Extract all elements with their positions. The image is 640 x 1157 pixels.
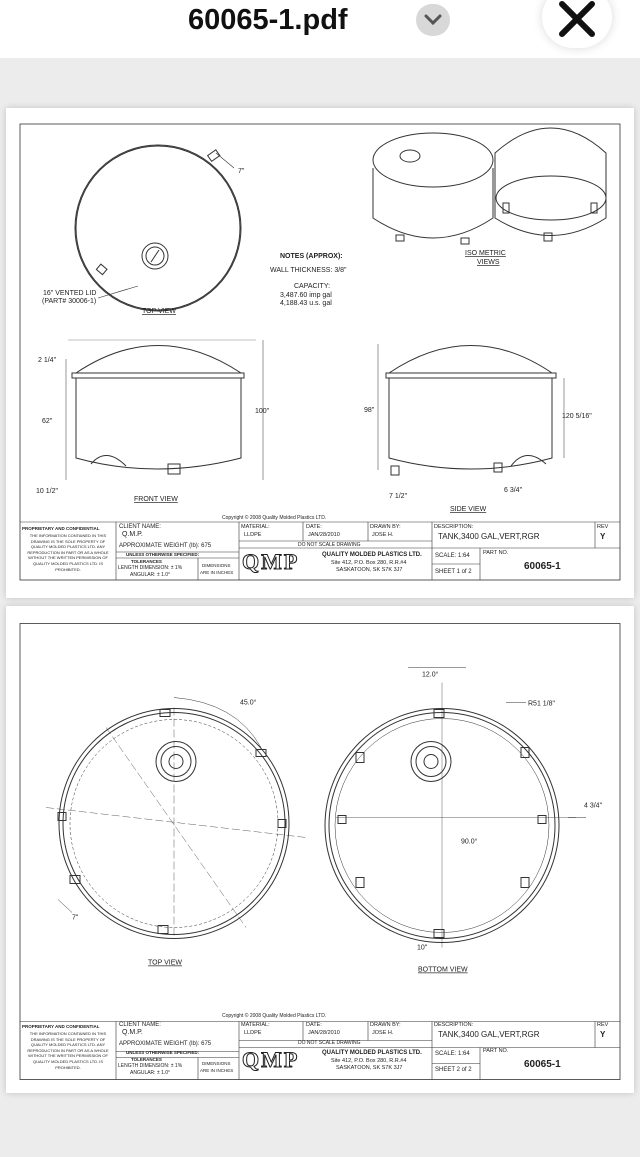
dim-100: 100" <box>255 408 270 415</box>
qmp-logo-2: QMP <box>242 1047 300 1072</box>
rev-value-2: Y <box>600 1030 606 1039</box>
sheet-total-2: 2 <box>468 1067 472 1073</box>
proprietary-title-2: PROPRIETARY AND CONFIDENTIAL <box>22 1024 100 1029</box>
part-number: 60065-1 <box>524 561 561 572</box>
pdf-page-1[interactable] <box>6 108 634 598</box>
scale-value-2: SCALE: 1:64 <box>435 1051 470 1057</box>
dim-4-3-4: 4 3/4" <box>584 802 603 810</box>
front-view-drawing <box>66 340 263 480</box>
dim-7-1-2: 7 1/2" <box>389 493 408 500</box>
sheet-of-word-2: of <box>461 1067 467 1073</box>
dim-45: 45.0° <box>240 699 257 707</box>
do-not-scale-2: DO NOT SCALE DRAWING <box>298 1040 361 1046</box>
company-address-1: Site 412, P.O. Box 280, R.R.#4 <box>331 560 407 566</box>
lid-label: 16" VENTED LID <box>43 290 97 297</box>
sheet-info-2 <box>435 1067 472 1073</box>
dim-7-sheet2: 7" <box>72 914 79 922</box>
description-label-2: DESCRIPTION: <box>434 1022 474 1028</box>
qmp-logo: QMP <box>242 549 300 574</box>
top-view-label: TOP VIEW <box>142 308 176 315</box>
approx-weight-2: APPROXIMATE WEIGHT (lb): 675 <box>119 1041 212 1047</box>
copyright-2: Copyright © 2008 Quality Molded Plastics LTD. <box>222 1013 327 1019</box>
document-title: 60065-1.pdf <box>188 4 348 36</box>
dim-12: 12.0° <box>422 671 439 679</box>
dim-10-1-2: 10 1/2" <box>36 488 58 495</box>
dimensions-label-2: DIMENSIONS <box>202 1061 231 1066</box>
close-icon <box>542 0 612 48</box>
sheet-word-2: SHEET <box>435 1067 455 1073</box>
lid-part-label: (PART# 30006-1) <box>42 298 97 305</box>
pdf-page-2[interactable] <box>6 606 634 1093</box>
rev-value: Y <box>600 532 606 541</box>
client-name-2: Q.M.P. <box>122 1029 143 1036</box>
date-value-2: JAN/28/2010 <box>308 1030 340 1036</box>
close-button[interactable] <box>542 0 612 48</box>
company-address-2-2: SASKATOON, SK S7K 3J7 <box>336 1065 403 1071</box>
material-label-2: MATERIAL: <box>241 1022 270 1028</box>
part-label-2: PART NO. <box>483 1048 509 1054</box>
company-name: QUALITY MOLDED PLASTICS LTD. <box>322 552 422 558</box>
material-label: MATERIAL: <box>241 524 270 530</box>
rev-label: REV <box>597 524 609 530</box>
angular-tolerance-2: ANGULAR: ± 1.0° <box>130 1070 171 1076</box>
client-label: CLIENT NAME: <box>119 524 161 530</box>
copyright: Copyright © 2008 Quality Molded Plastics LTD. <box>222 515 327 521</box>
date-label: DATE: <box>306 524 322 530</box>
top-view-label-2: TOP VIEW <box>148 959 182 967</box>
approx-weight: APPROXIMATE WEIGHT (lb): 675 <box>119 543 212 549</box>
front-view-label: FRONT VIEW <box>134 496 178 503</box>
bottom-view-drawing <box>325 668 586 948</box>
dim-2-1-4: 2 1/4" <box>38 357 57 364</box>
client-name: Q.M.P. <box>122 531 143 538</box>
sheet-number: 1 <box>456 569 460 575</box>
part-label: PART NO. <box>483 550 509 556</box>
sheet-of-word: of <box>461 569 467 575</box>
side-view-label: SIDE VIEW <box>450 506 487 513</box>
date-label-2: DATE: <box>306 1022 322 1028</box>
dim-98: 98" <box>364 407 375 414</box>
description-value: TANK,3400 GAL,VERT,RGR <box>438 532 540 541</box>
top-view-2-drawing <box>46 698 306 939</box>
unless-specified-2: UNLESS OTHERWISE SPECIFIED: <box>126 1050 200 1055</box>
tolerances-2: TOLERANCES <box>131 1057 162 1062</box>
iso-label-2: VIEWS <box>477 259 500 266</box>
drawn-label: DRAWN BY: <box>370 524 401 530</box>
material-value-2: LLDPE <box>244 1030 262 1036</box>
notes-capacity-us: 4,188.43 u.s. gal <box>280 300 332 307</box>
scale-value: SCALE: 1:64 <box>435 553 470 559</box>
notes-capacity-label: CAPACITY: <box>294 283 331 290</box>
dim-90: 90.0° <box>461 838 478 846</box>
isometric-drawing <box>373 128 606 244</box>
sheet-word: SHEET <box>435 569 455 575</box>
part-number-2: 60065-1 <box>524 1059 561 1070</box>
company-address-2: SASKATOON, SK S7K 3J7 <box>336 567 403 573</box>
viewer-header <box>0 0 640 58</box>
unless-specified: UNLESS OTHERWISE SPECIFIED: <box>126 552 200 557</box>
date-value: JAN/28/2010 <box>308 532 340 538</box>
dim-r51: R51 1/8" <box>528 700 556 708</box>
sheet-total: 2 <box>468 569 472 575</box>
proprietary-title: PROPRIETARY AND CONFIDENTIAL <box>22 526 100 531</box>
length-tolerance: LENGTH DIMENSION: ± 1% <box>118 565 183 571</box>
rev-label-2: REV <box>597 1022 609 1028</box>
company-address-1-2: Site 412, P.O. Box 280, R.R.#4 <box>331 1058 407 1064</box>
company-name-2: QUALITY MOLDED PLASTICS LTD. <box>322 1050 422 1056</box>
length-tolerance-2: LENGTH DIMENSION: ± 1% <box>118 1063 183 1069</box>
tolerances: TOLERANCES <box>131 559 162 564</box>
dim-7: 7" <box>238 168 245 175</box>
dim-6-3-4: 6 3/4" <box>504 487 523 494</box>
material-value: LLDPE <box>244 532 262 538</box>
dim-120-5-16: 120 5/16" <box>562 413 592 420</box>
notes-capacity-imp: 3,487.60 imp gal <box>280 292 332 299</box>
dimensions-units-2: ARE IN INCHES <box>200 1068 234 1073</box>
sheet-info <box>435 569 472 575</box>
proprietary-text-2: THE INFORMATION CONTAINED IN THIS DRAWING IS THE SOLE PROPERTY OF QUALITY MOLDED PLASTICS LTD. ANY REPRODUCTION IN PART OR AS A WHOLE WITHOUT THE WRITTEN PERMISSION OF QUALITY MOLDED PLASTICS LTD. IS PROHIBITED. <box>27 1031 109 1070</box>
description-label: DESCRIPTION: <box>434 524 474 530</box>
drawn-value: JOSE H. <box>372 532 394 538</box>
dimensions-label: DIMENSIONS <box>202 563 231 568</box>
angular-tolerance: ANGULAR: ± 1.0° <box>130 572 171 578</box>
description-value-2: TANK,3400 GAL,VERT,RGR <box>438 1030 540 1039</box>
dimensions-units: ARE IN INCHES <box>200 570 234 575</box>
drawn-label-2: DRAWN BY: <box>370 1022 401 1028</box>
drawn-value-2: JOSE H. <box>372 1030 394 1036</box>
chevron-down-icon <box>416 4 450 36</box>
do-not-scale: DO NOT SCALE DRAWING <box>298 542 361 548</box>
side-view-drawing <box>378 344 564 475</box>
dim-10: 10" <box>417 944 428 952</box>
proprietary-text: THE INFORMATION CONTAINED IN THIS DRAWING IS THE SOLE PROPERTY OF QUALITY MOLDED PLASTICS LTD. ANY REPRODUCTION IN PART OR AS A WHOLE WITHOUT THE WRITTEN PERMISSION OF QUALITY MOLDED PLASTICS LTD. IS PROHIBITED. <box>27 533 109 572</box>
top-view-drawing <box>75 145 241 311</box>
iso-label-1: ISO METRIC <box>465 250 506 257</box>
client-label-2: CLIENT NAME: <box>119 1022 161 1028</box>
dim-62: 62" <box>42 418 53 425</box>
document-menu-button[interactable] <box>416 4 450 36</box>
vented-lid-drawing <box>142 243 168 269</box>
notes-title: NOTES (APPROX): <box>280 253 343 260</box>
sheet-number-2: 2 <box>456 1067 460 1073</box>
notes-wall: WALL THICKNESS: 3/8" <box>270 267 347 274</box>
bottom-view-label: BOTTOM VIEW <box>418 966 468 974</box>
